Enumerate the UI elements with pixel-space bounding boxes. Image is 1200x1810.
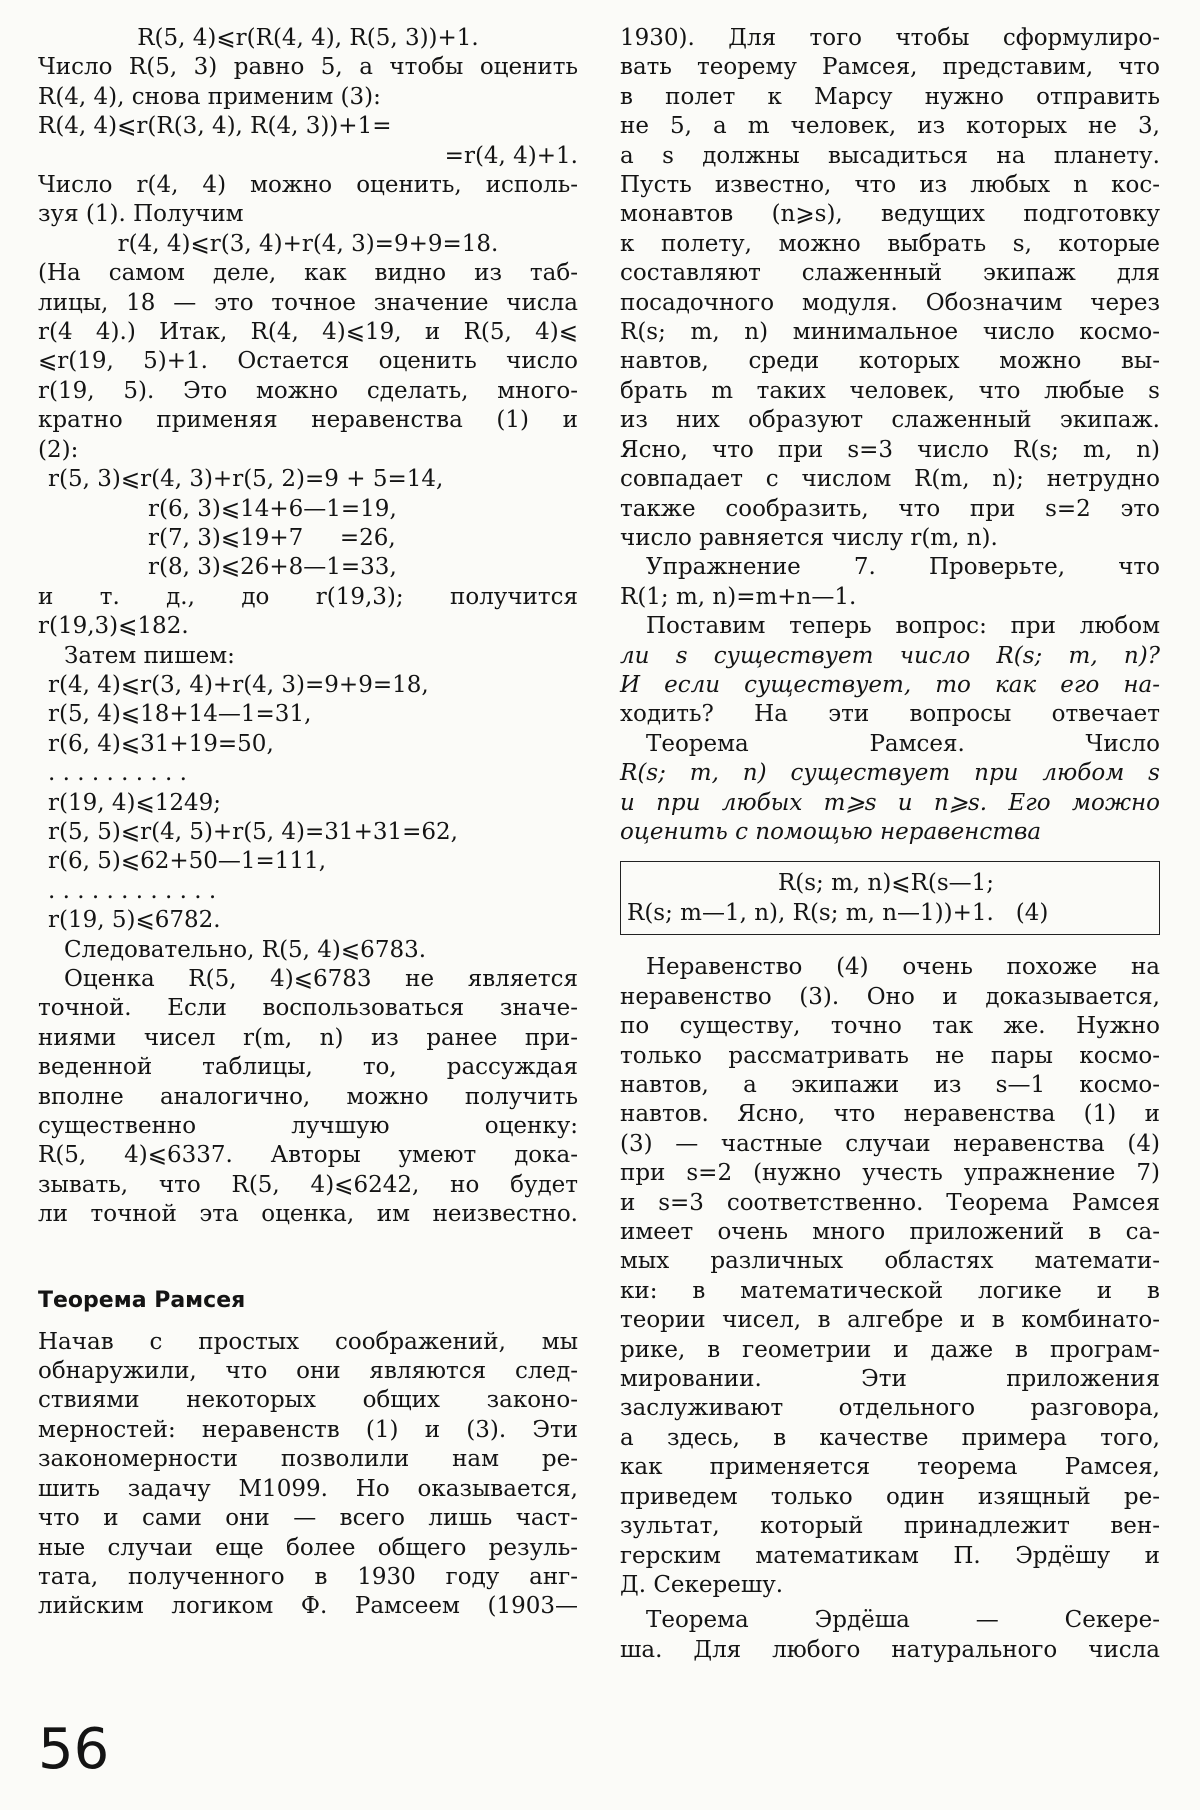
text-line: что и сами они — всего лишь част- — [38, 1505, 578, 1532]
text-line: при s=2 (нужно учесть упражнение 7) — [620, 1160, 1160, 1187]
theorem-line: оценить с помощью неравенства — [620, 818, 1042, 845]
text-line: и s=3 соответственно. Теорема Рамсея — [620, 1189, 1160, 1216]
text-line: Затем пишем: — [64, 642, 235, 669]
text-line: рике, в геометрии и даже в програм- — [620, 1336, 1160, 1363]
formula-line: r(19, 5)⩽6782. — [48, 907, 221, 934]
text-line: по существу, точно так же. Нужно — [620, 1013, 1160, 1040]
ellipsis-line: . . . . . . . . . . . . — [48, 877, 217, 904]
text-line: Поставим теперь вопрос: при любом — [646, 613, 1160, 640]
page-number: 56 — [38, 1717, 110, 1782]
text-line: r(19, 5). Это можно сделать, много- — [38, 377, 578, 404]
text-line: Оценка R(5, 4)⩽6783 не является — [64, 966, 578, 992]
theorem-line: ша. Для любого натурального числа — [620, 1636, 1160, 1663]
formula-line: r(5, 3)⩽r(4, 3)+r(5, 2)=9 + 5=14, — [48, 466, 444, 493]
formula-line: R(5, 4)⩽r(R(4, 4), R(5, 3))+1. — [137, 25, 479, 51]
text-line: ли точной эта оценка, им неизвестно. — [38, 1201, 578, 1228]
text-line: существенно лучшую оценку: — [38, 1113, 578, 1140]
text-line: монавтов (n⩾s), ведущих подготовку — [620, 201, 1160, 228]
formula-line: r(5, 4)⩽18+14—1=31, — [48, 701, 312, 728]
text-line: закономерности позволили нам ре- — [38, 1446, 578, 1473]
text-line: (На самом деле, как видно из таб- — [38, 260, 578, 287]
boxed-formula-line: R(s; m—1, n), R(s; m, n—1))+1. (4) — [627, 900, 1049, 927]
text-line: шить задачу М1099. Но оказывается, — [38, 1475, 578, 1502]
text-line: приведем только один изящный ре- — [620, 1483, 1160, 1510]
exercise-line: Упражнение 7. Проверьте, что — [646, 554, 1160, 581]
formula-line: r(19, 4)⩽1249; — [48, 789, 222, 816]
text-line: навтов, а экипажи из s—1 космо- — [620, 1072, 1160, 1098]
formula-line: r(5, 5)⩽r(4, 5)+r(5, 4)=31+31=62, — [48, 818, 458, 845]
text-line: лийским логиком Ф. Рамсеем (1903— — [38, 1593, 578, 1620]
text-line: Начав с простых соображений, мы — [38, 1328, 578, 1355]
text-line: ли s существует число R(s; m, n)? — [620, 642, 1160, 669]
theorem-title-line: Теорема Эрдёша — Секере- — [646, 1607, 1160, 1634]
formula-line: r(8, 3)⩽26+8—1=33, — [148, 554, 397, 581]
text-line: посадочного модуля. Обозначим через — [620, 289, 1160, 316]
text-line: неравенство (3). Оно и доказывается, — [620, 983, 1160, 1010]
text-line: Д. Секерешу. — [620, 1571, 784, 1598]
text-line: зывать, что R(5, 4)⩽6242, но будет — [38, 1171, 578, 1198]
theorem-title-line: Теорема Рамсея. Число — [646, 730, 1160, 757]
text-line: обнаружили, что они являются след- — [38, 1358, 578, 1385]
text-line: заслуживают отдельного разговора, — [620, 1395, 1160, 1422]
text-line: зультат, который принадлежит вен- — [620, 1513, 1160, 1540]
text-line: герским математикам П. Эрдёшу и — [620, 1542, 1160, 1569]
text-line: r(19,3)⩽182. — [38, 613, 189, 640]
text-line: (3) — частные случаи неравенства (4) — [620, 1130, 1160, 1157]
text-line: из них образуют слаженный экипаж. — [620, 407, 1160, 434]
text-line: Число R(5, 3) равно 5, а чтобы оценить — [38, 54, 578, 81]
text-line: вполне аналогично, можно получить — [38, 1083, 578, 1110]
formula-line: r(4, 4)⩽r(3, 4)+r(4, 3)=9+9=18. — [117, 230, 499, 257]
formula-line: r(6, 3)⩽14+6—1=19, — [148, 495, 397, 522]
text-line: также сообразить, что при s=2 это — [620, 495, 1160, 522]
text-line: R(5, 4)⩽6337. Авторы умеют дока- — [38, 1142, 578, 1169]
text-line: число равняется числу r(m, n). — [620, 524, 998, 551]
formula-box — [620, 861, 1160, 935]
text-line: совпадает с числом R(m, n); нетрудно — [620, 466, 1160, 493]
ellipsis-line: . . . . . . . . . . — [48, 760, 187, 787]
theorem-line: R(s; m, n) существует при любом s — [620, 760, 1160, 787]
text-line: теории чисел, в алгебре и в комбинато- — [620, 1307, 1160, 1334]
text-line: а здесь, в качестве примера того, — [620, 1424, 1160, 1451]
text-line: Пусть известно, что из любых n кос- — [620, 172, 1160, 199]
text-line: кратно применяя неравенства (1) и — [38, 407, 578, 434]
text-line: 1930). Для того чтобы сформулиро- — [620, 25, 1160, 51]
formula-line: r(6, 5)⩽62+50—1=111, — [48, 848, 327, 875]
text-line: мировании. Эти приложения — [620, 1366, 1160, 1393]
text-line: тата, полученного в 1930 году анг- — [38, 1563, 578, 1590]
text-line: И если существует, то как его на- — [620, 671, 1160, 698]
text-line: составляют слаженный экипаж для — [620, 260, 1160, 287]
text-line: Следовательно, R(5, 4)⩽6783. — [64, 936, 427, 963]
text-line: и т. д., до r(19,3); получится — [38, 583, 578, 610]
text-line: в полет к Марсу нужно отправить — [620, 83, 1160, 110]
text-line: имеет очень много приложений в са- — [620, 1219, 1160, 1246]
theorem-line: и при любых m⩾s и n⩾s. Его можно — [620, 789, 1160, 816]
text-line: зуя (1). Получим — [38, 201, 244, 228]
text-line: (2): — [38, 436, 79, 463]
text-line: Неравенство (4) очень похоже на — [646, 954, 1160, 981]
text-line: Число r(4, 4) можно оценить, исполь- — [38, 172, 578, 199]
text-line: ки: в математической логике и в — [620, 1277, 1160, 1304]
text-line: вать теорему Рамсея, представим, что — [620, 54, 1160, 81]
text-line: мерностей: неравенств (1) и (3). Эти — [38, 1416, 578, 1443]
text-line: ные случаи еще более общего резуль- — [38, 1534, 578, 1561]
formula-line: r(4, 4)⩽r(3, 4)+r(4, 3)=9+9=18, — [48, 671, 429, 698]
formula-line: R(4, 4)⩽r(R(3, 4), R(4, 3))+1= — [38, 113, 392, 140]
formula-line: r(6, 4)⩽31+19=50, — [48, 730, 274, 757]
text-line: навтов, среди которых можно вы- — [620, 348, 1160, 375]
formula-line: r(7, 3)⩽19+7 =26, — [148, 524, 396, 551]
text-line: веденной таблицы, то, рассуждая — [38, 1054, 578, 1081]
formula-line: =r(4, 4)+1. — [444, 142, 578, 169]
text-line: ствиями некоторых общих законо- — [38, 1387, 578, 1414]
text-line: ниями чисел r(m, n) из ранее при- — [38, 1024, 578, 1051]
right-column — [620, 24, 1160, 1665]
text-line: мых различных областях математи- — [620, 1248, 1160, 1275]
text-line: не 5, а m человек, из которых не 3, — [620, 113, 1160, 140]
text-line: ходить? На эти вопросы отвечает — [620, 701, 1160, 728]
text-line: точной. Если воспользоваться значе- — [38, 995, 578, 1022]
text-line: к полету, можно выбрать s, которые — [620, 230, 1160, 257]
text-line: r(4 4).) Итак, R(4, 4)⩽19, и R(5, 4)⩽ — [38, 319, 578, 346]
text-line: только рассматривать не пары космо- — [620, 1042, 1160, 1069]
text-line: R(4, 4), снова применим (3): — [38, 83, 381, 110]
boxed-formula-line: R(s; m, n)⩽R(s—1; — [777, 870, 995, 897]
text-line: как применяется теорема Рамсея, — [620, 1454, 1160, 1481]
section-heading: Теорема Рамсея — [38, 1287, 246, 1313]
left-column — [38, 24, 578, 1622]
text-line: ⩽r(19, 5)+1. Остается оценить число — [38, 348, 578, 375]
text-line: R(s; m, n) минимальное число космо- — [620, 319, 1160, 346]
text-line: навтов. Ясно, что неравенства (1) и — [620, 1101, 1160, 1128]
text-line: брать m таких человек, что любые s — [620, 377, 1160, 404]
text-line: Ясно, что при s=3 число R(s; m, n) — [620, 436, 1160, 463]
text-line: а s должны высадиться на планету. — [620, 142, 1160, 169]
formula-line: R(1; m, n)=m+n—1. — [620, 583, 857, 610]
text-line: лицы, 18 — это точное значение числа — [38, 289, 578, 316]
